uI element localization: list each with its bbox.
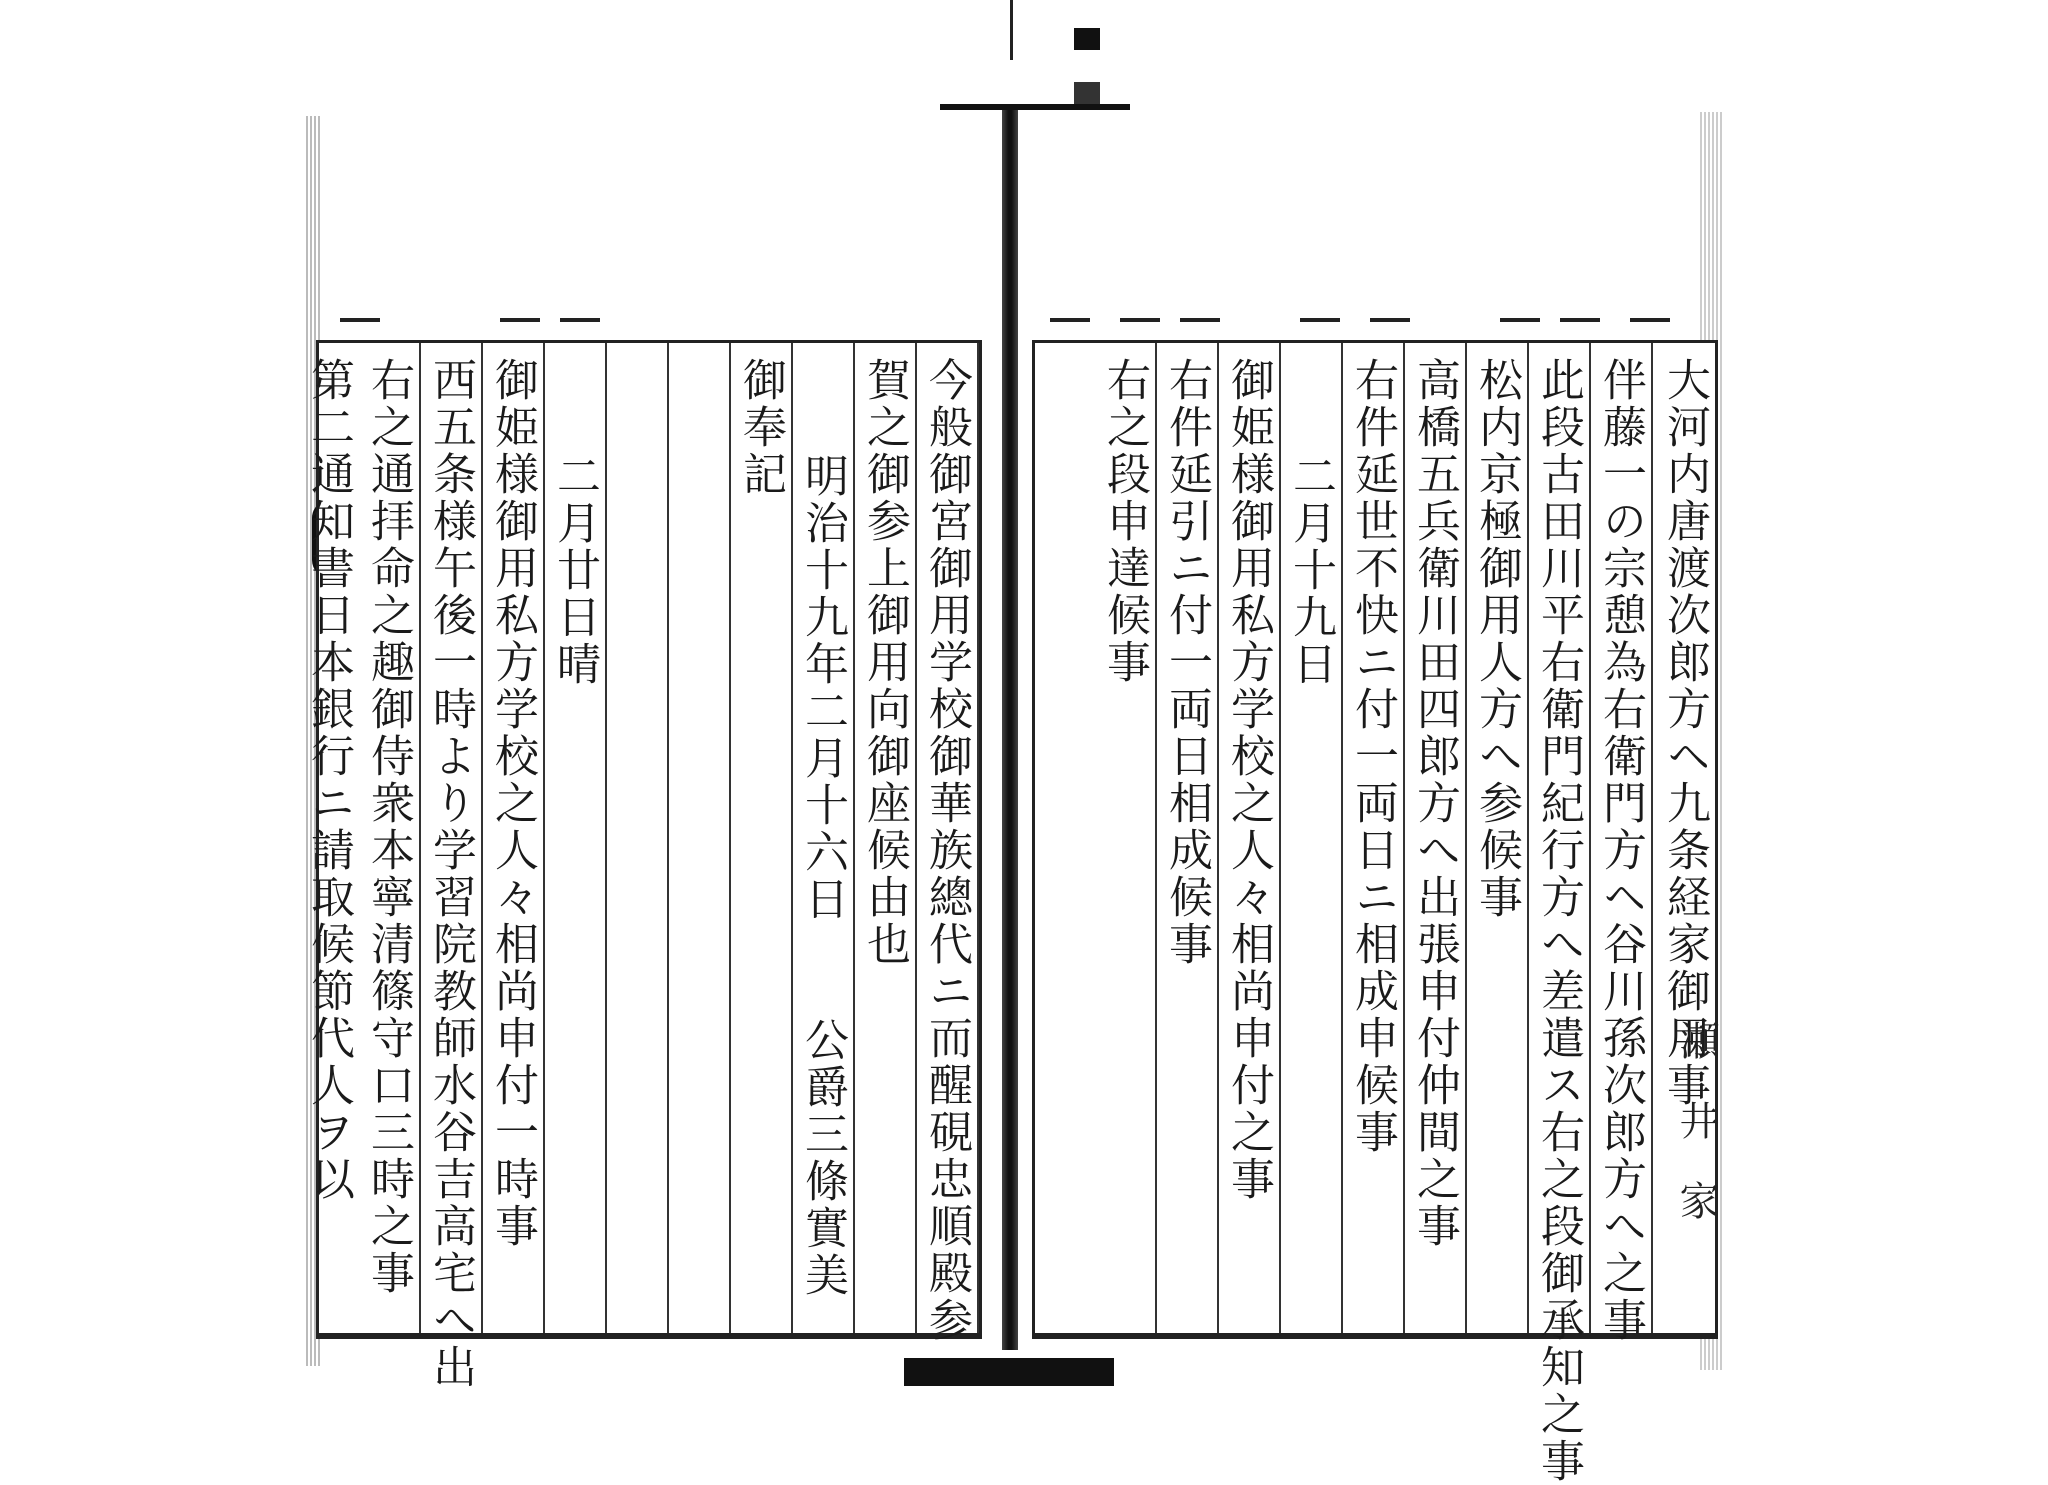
column-text: 賀之御参上御用向御座候由也 <box>859 357 910 968</box>
column-text: 御姫様御用私方学校之人々相尚申付之事 <box>1223 357 1274 1203</box>
text-column <box>1527 343 1591 1485</box>
column-text: 右件延引ニ付一両日相成候事 <box>1161 357 1212 968</box>
scanner-mark-top <box>1010 0 1013 60</box>
column-text: 右件延世不快ニ付一両日ニ相成申候事 <box>1347 357 1398 1156</box>
column-tick <box>1120 318 1160 322</box>
left-page-ruled-area <box>303 340 982 1391</box>
text-column <box>357 343 421 1333</box>
scanner-target-block <box>1074 28 1100 50</box>
text-column <box>1093 343 1157 1333</box>
column-text: 第二通知書日本銀行ニ請取候節代人ヲ以 <box>303 357 354 1203</box>
text-column <box>1403 343 1467 1333</box>
column-text: 二月十九日 <box>1285 453 1336 688</box>
column-tick <box>1560 318 1600 322</box>
text-column <box>605 343 669 1333</box>
column-tick <box>1500 318 1540 322</box>
column-tick <box>340 318 380 322</box>
text-column <box>791 343 855 1333</box>
text-column <box>543 343 607 1333</box>
column-text: 今般御宮御用学校御華族總代ニ而醒硯忠順殿参 <box>921 357 972 1344</box>
text-column <box>1279 343 1343 1333</box>
column-text: 御姫様御用私方学校之人々相尚申付一時事 <box>487 357 538 1250</box>
text-column <box>481 343 545 1333</box>
column-text: 此段古田川平右衛門紀行方へ差遣ス右之段御承知之事 <box>1533 357 1584 1485</box>
scanner-bar <box>940 104 1130 110</box>
column-text: 高橋五兵衛川田四郎方へ出張申付仲間之事 <box>1409 357 1460 1250</box>
text-column <box>1341 343 1405 1333</box>
scanner-mark-bottom <box>904 1358 1114 1386</box>
text-column <box>667 343 731 1333</box>
column-text: 西五条様午後一時より学習院教師水谷吉高宅へ出 <box>425 357 476 1391</box>
column-text: 明治十九年二月十六日 公爵三條實美 <box>797 453 848 1299</box>
text-column <box>303 343 359 1333</box>
column-tick <box>1180 318 1220 322</box>
column-tick <box>1300 318 1340 322</box>
column-tick <box>500 318 540 322</box>
column-tick <box>1050 318 1090 322</box>
column-text: 右之通拝命之趣御侍衆本寧清篠守口三時之事 <box>363 357 414 1297</box>
book-binding <box>1002 110 1018 1350</box>
column-tick <box>1370 318 1410 322</box>
text-column <box>729 343 793 1333</box>
text-column <box>1465 343 1529 1333</box>
column-text: 大河内唐渡次郎方ヘ九条経家御用事 <box>1659 357 1710 1109</box>
column-tick <box>560 318 600 322</box>
text-column <box>1217 343 1281 1333</box>
column-text: 右之段申達候事 <box>1099 357 1150 686</box>
text-column <box>1155 343 1219 1333</box>
text-column <box>1035 343 1095 1333</box>
text-column <box>915 343 979 1344</box>
column-text: 松内京極御用人方へ参候事 <box>1471 357 1522 921</box>
column-text: 伴藤一の宗憩為右衛門方ヘ谷川孫次郎方へ之事 <box>1595 357 1646 1344</box>
text-column <box>853 343 917 1333</box>
column-tick <box>1630 318 1670 322</box>
text-column <box>1589 343 1653 1344</box>
text-column <box>419 343 483 1391</box>
scanner-target-block <box>1074 82 1100 106</box>
column-text: 二月廿日晴 <box>549 453 600 688</box>
right-page-ruled-area <box>1032 340 1718 1485</box>
column-text: 御奉記 <box>735 357 786 498</box>
margin-label: 瀬井家 <box>1673 1020 1719 1260</box>
